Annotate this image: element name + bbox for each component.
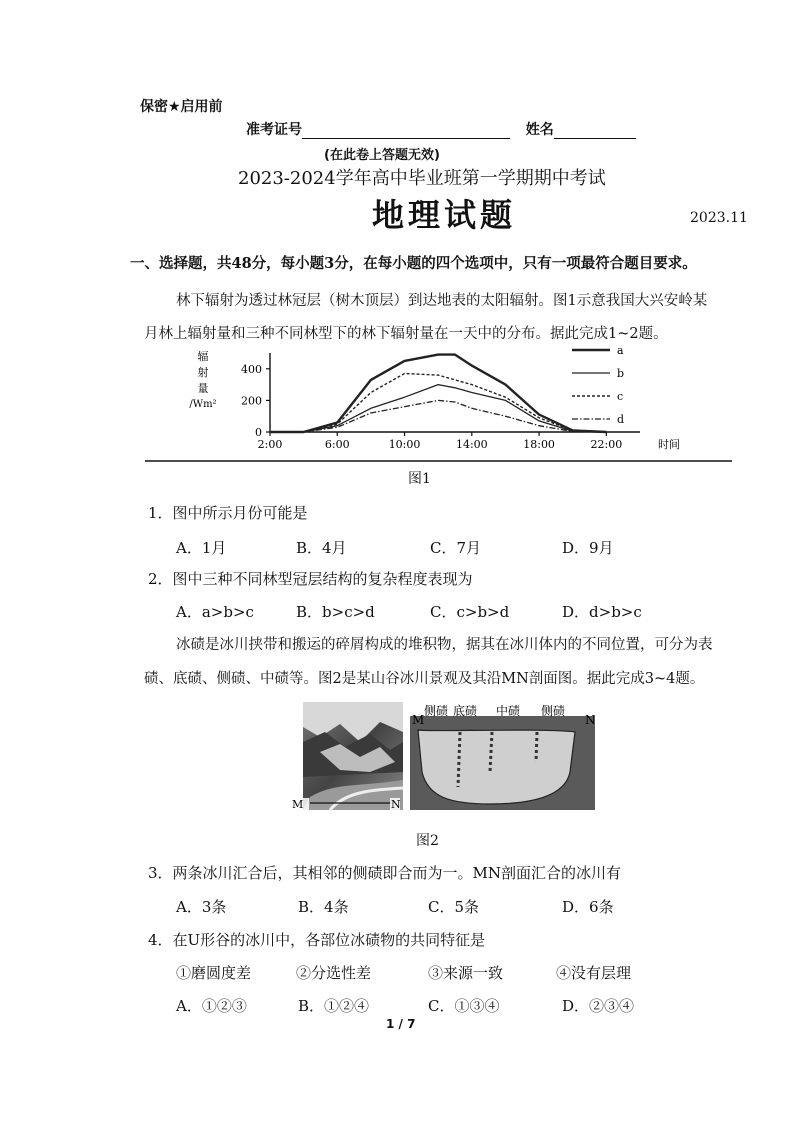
q1-stem: 1．图中所示月份可能是 — [148, 504, 308, 522]
x-tick-label: 6:00 — [324, 438, 350, 451]
y-axis-label-3: 量 — [197, 382, 209, 395]
section-label-m: M — [412, 713, 425, 727]
x-axis-label: 时间 — [658, 438, 680, 451]
exam-title: 2023-2024学年高中毕业班第一学期期中考试 — [238, 168, 606, 189]
q3-option-a[interactable]: A．3条 — [176, 898, 227, 916]
q4-option-d[interactable]: D．②③④ — [562, 997, 635, 1015]
glacier-cross-section — [410, 702, 595, 810]
figure2-caption: 图2 — [416, 833, 439, 849]
y-tick-label: 200 — [241, 394, 262, 408]
figure2 — [292, 702, 600, 814]
q1-option-b[interactable]: B．4月 — [296, 539, 347, 557]
q4-option-c[interactable]: C．①③④ — [428, 997, 500, 1015]
legend-label-b: b — [617, 367, 625, 380]
exam-date: 2023.11 — [690, 210, 748, 226]
y-axis-label-1: 辐 — [197, 350, 209, 363]
figure1-chart — [140, 345, 740, 465]
q2-option-a[interactable]: A．a>b>c — [176, 603, 254, 621]
q4-statement-4: ④没有层理 — [556, 964, 632, 982]
section-label-n: N — [585, 713, 596, 727]
page-number: 1 / 7 — [386, 1017, 416, 1031]
q2-option-d[interactable]: D．d>b>c — [562, 603, 642, 621]
exam-info-line — [246, 119, 636, 139]
q2-stem: 2．图中三种不同林型冠层结构的复杂程度表现为 — [148, 570, 473, 588]
q4-statement-3: ③来源一致 — [428, 964, 504, 982]
q2-option-b[interactable]: B．b>c>d — [296, 603, 375, 621]
label-lateral-left: 侧碛 — [424, 704, 449, 718]
figure1-caption: 图1 — [408, 471, 431, 487]
confidential-mark: 保密★启用前 — [140, 99, 223, 115]
exam-number-label: 准考证号 — [246, 122, 302, 138]
q3-option-b[interactable]: B．4条 — [298, 898, 349, 916]
intro2-line1: 冰碛是冰川挟带和搬运的碎屑构成的堆积物，据其在冰川体内的不同位置，可分为表 — [176, 637, 713, 653]
q1-option-a[interactable]: A．1月 — [176, 539, 227, 557]
answer-notice: (在此卷上答题无效) — [324, 148, 440, 163]
intro1-line2: 月林上辐射量和三种不同林型下的林下辐射量在一天中的分布。据此完成1~2题。 — [144, 326, 668, 342]
x-tick-label: 2:00 — [257, 438, 283, 451]
name-field[interactable] — [554, 122, 636, 139]
x-tick-label: 14:00 — [455, 438, 488, 451]
x-tick-label: 10:00 — [388, 438, 421, 451]
q4-statement-1: ①磨圆度差 — [176, 964, 252, 982]
y-tick-label: 0 — [255, 426, 262, 439]
q1-option-c[interactable]: C．7月 — [430, 539, 482, 557]
q4-statement-2: ②分选性差 — [296, 964, 372, 982]
q4-option-a[interactable]: A．①②③ — [176, 997, 247, 1015]
label-ground: 底碛 — [453, 704, 478, 718]
y-axis-label-4: /Wm² — [189, 399, 217, 410]
x-tick-label: 18:00 — [523, 438, 555, 451]
q3-option-d[interactable]: D．6条 — [562, 898, 614, 916]
y-axis-label-2: 射 — [197, 366, 209, 379]
name-label: 姓名 — [525, 122, 554, 138]
legend-label-a: a — [617, 344, 624, 357]
q3-stem: 3．两条冰川汇合后，其相邻的侧碛即合而为一。MN剖面汇合的冰川有 — [148, 864, 622, 882]
photo-label-n: N — [391, 798, 401, 811]
label-lateral-right: 侧碛 — [541, 704, 566, 718]
series-line-a — [270, 355, 606, 432]
intro1-line1: 林下辐射为透过林冠层（树木顶层）到达地表的太阳辐射。图1示意我国大兴安岭某 — [176, 293, 708, 309]
photo-label-m: M — [292, 798, 304, 811]
q2-option-c[interactable]: C．c>b>d — [430, 603, 510, 621]
q4-option-b[interactable]: B．①②④ — [298, 997, 370, 1015]
glacier-photo — [300, 702, 403, 810]
q1-option-d[interactable]: D．9月 — [562, 539, 614, 557]
intro2-line2: 碛、底碛、侧碛、中碛等。图2是某山谷冰川景观及其沿MN剖面图。据此完成3~4题。 — [144, 671, 705, 687]
section-heading: 一、选择题，共48分，每小题3分，在每小题的四个选项中，只有一项最符合题目要求。 — [130, 255, 697, 272]
label-medial: 中碛 — [496, 704, 521, 718]
q3-option-c[interactable]: C．5条 — [428, 898, 480, 916]
x-tick-label: 22:00 — [590, 438, 623, 451]
subject-title: 地理试题 — [372, 196, 517, 234]
y-tick-label: 400 — [241, 362, 262, 376]
q4-stem: 4．在U形谷的冰川中，各部位冰碛物的共同特征是 — [148, 931, 486, 949]
legend-label-c: c — [617, 390, 624, 403]
legend-label-d: d — [617, 413, 625, 426]
exam-number-field[interactable] — [302, 122, 510, 139]
